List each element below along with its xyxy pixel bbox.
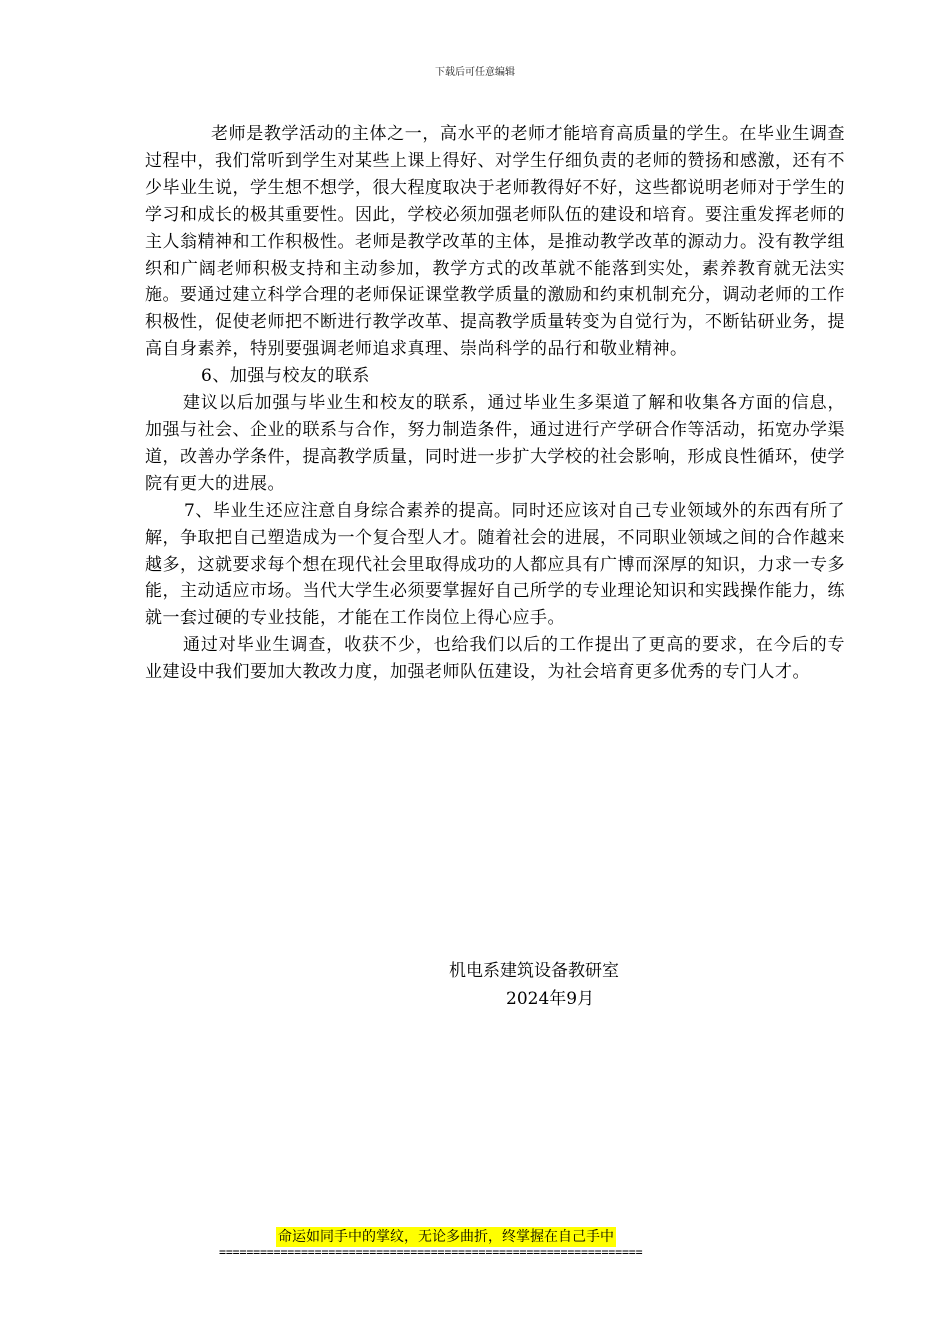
footer-quote: 命运如同手中的掌纹，无论多曲折，终掌握在自己手中 xyxy=(278,1229,614,1245)
signature-block xyxy=(449,957,619,1013)
document-body xyxy=(145,121,845,686)
section-heading-alumni: 6、加强与校友的联系 xyxy=(201,366,370,387)
paragraph-teachers: 老师是教学活动的主体之一，高水平的老师才能培育高质量的学生。在毕业生调查过程中，我们常听到学生对某些上课上得好、对学生仔细负责的老师的赞扬和感激，还有不少毕业生说，学生想不想学，很大程度取决于老师教得好不好，这些都说明老师对于学生的学习和成长的极其重要性。因此，学校必须加强老师队伍的建设和培育。要注重发挥老师的主人翁精神和工作积极性。老师是教学改革的主体，是推动教学改革的源动力。没有教学组织和广阔老师积极支持和主动参加，教学方式的改革就不能落到实处，素养教育就无法实施。要通过建立科学合理的老师保证课堂教学质量的激励和约束机制充分，调动老师的工作积极性，促使老师把不断进行教学改革、提高教学质量转变为自觉行为，不断钻研业务，提高自身素养，特别要强调老师追求真理、崇尚科学的品行和敬业精神。 xyxy=(145,124,845,360)
footer-divider: ============================================================== xyxy=(219,1245,643,1259)
paragraph-conclusion: 通过对毕业生调查，收获不少，也给我们以后的工作提出了更高的要求，在今后的专业建设中我们要加大教改力度，加强老师队伍建设，为社会培育更多优秀的专门人才。 xyxy=(145,635,845,683)
paragraph-graduate-quality: 7、毕业生还应注意自身综合素养的提高。同时还应该对自己专业领域外的东西有所了解，争取把自己塑造成为一个复合型人才。随着社会的进展，不同职业领域之间的合作越来越多，这就要求每个想在现代社会里取得成功的人都应具有广博而深厚的知识，力求一专多能，主动适应市场。当代大学生必须要掌握好自己所学的专业理论知识和实践操作能力，练就一套过硬的专业技能，才能在工作岗位上得心应手。 xyxy=(145,500,845,629)
paragraph-alumni: 建议以后加强与毕业生和校友的联系，通过毕业生多渠道了解和收集各方面的信息，加强与社会、企业的联系与合作，努力制造条件，通过进行产学研合作等活动，拓宽办学渠道，改善办学条件，提高教学质量，同时进一步扩大学校的社会影响，形成良性循环，使学院有更大的进展。 xyxy=(145,393,845,494)
signature-date: 2024年9月 xyxy=(506,989,595,1009)
signature-department: 机电系建筑设备教研室 xyxy=(449,961,619,981)
header-note: 下载后可任意编辑 xyxy=(435,67,515,78)
